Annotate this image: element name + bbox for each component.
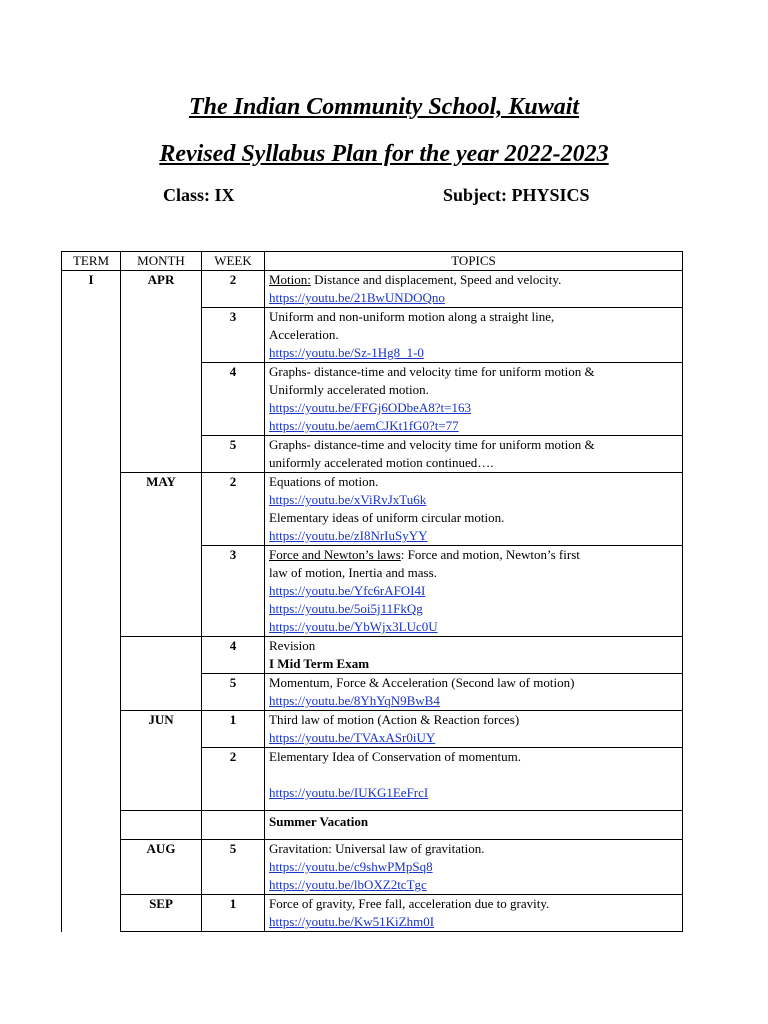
- table-row: [62, 637, 683, 674]
- topic-text: law of motion, Inertia and mass.: [269, 565, 437, 580]
- month-blank: [121, 811, 202, 840]
- topic-cell: [265, 674, 683, 711]
- week-cell: [202, 811, 265, 840]
- month-apr: APR: [121, 271, 202, 473]
- month-blank: [121, 637, 202, 711]
- video-link[interactable]: https://youtu.be/21BwUNDOQno: [269, 290, 445, 305]
- month-may: MAY: [121, 473, 202, 637]
- topic-text: Momentum, Force & Acceleration (Second law of motion): [269, 675, 575, 690]
- header-week: WEEK: [202, 252, 265, 271]
- syllabus-table: [61, 251, 683, 932]
- topic-cell: [265, 363, 683, 436]
- week-cell: 2: [202, 473, 265, 546]
- spacer: [269, 766, 678, 784]
- video-link[interactable]: https://youtu.be/c9shwPMpSq8: [269, 859, 433, 874]
- table-row: [62, 840, 683, 895]
- video-link[interactable]: https://youtu.be/TVAxASr0iUY: [269, 730, 436, 745]
- class-label: Class: IX: [163, 185, 235, 205]
- month-aug: AUG: [121, 840, 202, 895]
- topic-text: Revision: [269, 638, 316, 653]
- topic-cell: [265, 637, 683, 674]
- video-link[interactable]: https://youtu.be/Sz-1Hg8_1-0: [269, 345, 424, 360]
- table-row: [62, 473, 683, 546]
- topic-text: Acceleration.: [269, 327, 339, 342]
- table-row: [62, 895, 683, 932]
- topic-cell: [265, 436, 683, 473]
- table-row: [62, 811, 683, 840]
- week-cell: 2: [202, 271, 265, 308]
- topic-text: Elementary Idea of Conservation of momentum.: [269, 749, 521, 764]
- week-cell: 3: [202, 546, 265, 637]
- topic-text: Graphs- distance-time and velocity time for uniform motion &: [269, 437, 595, 452]
- video-link[interactable]: https://youtu.be/IUKG1EeFrcI: [269, 785, 429, 800]
- month-sep: SEP: [121, 895, 202, 932]
- topic-cell: [265, 711, 683, 748]
- vacation-label: Summer Vacation: [269, 814, 369, 829]
- week-cell: 5: [202, 840, 265, 895]
- topic-text: : Force and motion, Newton’s first: [400, 547, 580, 562]
- subject-label: Subject: PHYSICS: [443, 185, 590, 205]
- video-link[interactable]: https://youtu.be/xViRvJxTu6k: [269, 492, 427, 507]
- week-cell: 1: [202, 711, 265, 748]
- topic-text: Distance and displacement, Speed and velocity.: [310, 272, 562, 287]
- video-link[interactable]: https://youtu.be/lbOXZ2tcTgc: [269, 877, 427, 892]
- table-header-row: [62, 252, 683, 271]
- table-row: [62, 271, 683, 308]
- week-cell: 3: [202, 308, 265, 363]
- topic-text: Gravitation: Universal law of gravitation.: [269, 841, 485, 856]
- topic-cell: [265, 895, 683, 932]
- term-cell: I: [62, 271, 121, 932]
- topic-text: Uniformly accelerated motion.: [269, 382, 429, 397]
- header-month: MONTH: [121, 252, 202, 271]
- video-link[interactable]: https://youtu.be/zI8NrIuSyYY: [269, 528, 428, 543]
- video-link[interactable]: https://youtu.be/5oi5j11FkQg: [269, 601, 423, 616]
- header-topics: TOPICS: [265, 252, 683, 271]
- school-title: The Indian Community School, Kuwait: [188, 94, 580, 120]
- syllabus-plan-title: Revised Syllabus Plan for the year 2022-2023: [159, 141, 609, 167]
- topic-cell: [265, 748, 683, 811]
- topic-heading: Motion:: [269, 272, 311, 287]
- video-link[interactable]: https://youtu.be/YbWjx3LUc0U: [269, 619, 438, 634]
- video-link[interactable]: https://youtu.be/Kw51KiZhm0I: [269, 914, 435, 929]
- header-term: TERM: [62, 252, 121, 271]
- video-link[interactable]: https://youtu.be/8YhYqN9BwB4: [269, 693, 440, 708]
- week-cell: 1: [202, 895, 265, 932]
- video-link[interactable]: https://youtu.be/Yfc6rAFOI4I: [269, 583, 426, 598]
- month-jun: JUN: [121, 711, 202, 811]
- topic-cell: [265, 840, 683, 895]
- video-link[interactable]: https://youtu.be/aemCJKt1fG0?t=77: [269, 418, 459, 433]
- topic-text: Uniform and non-uniform motion along a straight line,: [269, 309, 555, 324]
- topic-cell: [265, 811, 683, 840]
- topic-text: uniformly accelerated motion continued….: [269, 455, 494, 470]
- exam-label: I Mid Term Exam: [269, 656, 370, 671]
- topic-heading: Force and Newton’s laws: [269, 547, 401, 562]
- topic-cell: [265, 473, 683, 546]
- week-cell: 5: [202, 674, 265, 711]
- topic-text: Force of gravity, Free fall, acceleration due to gravity.: [269, 896, 550, 911]
- week-cell: 5: [202, 436, 265, 473]
- topic-cell: [265, 546, 683, 637]
- topic-text: Graphs- distance-time and velocity time for uniform motion &: [269, 364, 595, 379]
- video-link[interactable]: https://youtu.be/FFGj6ODbeA8?t=163: [269, 400, 471, 415]
- week-cell: 4: [202, 363, 265, 436]
- topic-text: Equations of motion.: [269, 474, 379, 489]
- table-row: [62, 711, 683, 748]
- week-cell: 4: [202, 637, 265, 674]
- topic-cell: [265, 308, 683, 363]
- topic-cell: [265, 271, 683, 308]
- topic-text: Elementary ideas of uniform circular motion.: [269, 510, 505, 525]
- week-cell: 2: [202, 748, 265, 811]
- topic-text: Third law of motion (Action & Reaction forces): [269, 712, 520, 727]
